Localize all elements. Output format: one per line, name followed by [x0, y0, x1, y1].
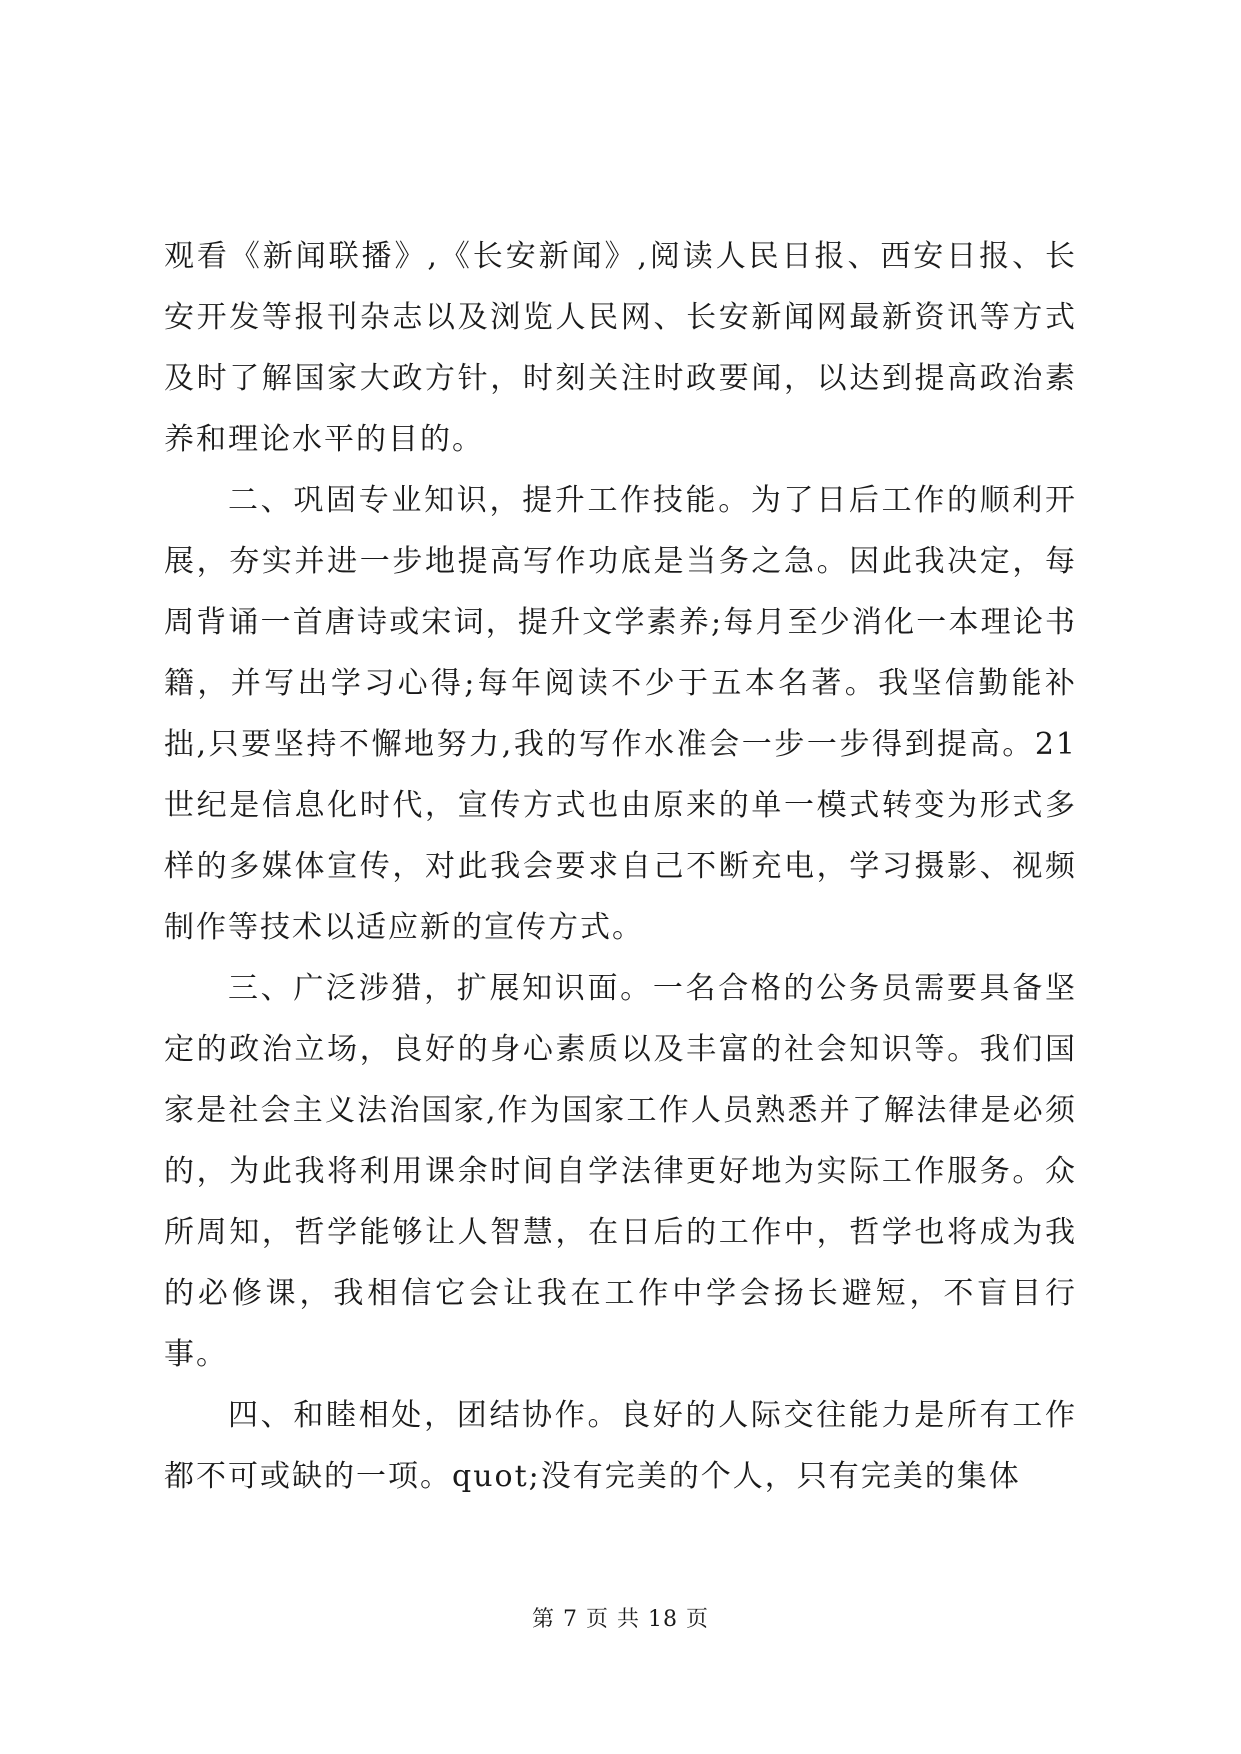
page-number-footer: 第 7 页 共 18 页 — [532, 1607, 709, 1632]
paragraph-3: 三、广泛涉猎，扩展知识面。一名合格的公务员需要具备坚定的政治立场，良好的身心素质以及丰富的社会知识等。我们国家是社会主义法治国家,作为国家工作人员熟悉并了解法律是必须的，为此我将利用课余时间自学法律更好地为实际工作服务。众所周知，哲学能够让人智慧，在日后的工作中，哲学也将成为我的必修课，我相信它会让我在工作中学会扬长避短，不盲目行事。 — [164, 971, 1077, 1372]
paragraph-1: 观看《新闻联播》,《长安新闻》,阅读人民日报、西安日报、长安开发等报刊杂志以及浏览人民网、长安新闻网最新资讯等方式及时了解国家大政方针，时刻关注时政要闻，以达到提高政治素养和理论水平的目的。 — [164, 239, 1077, 457]
paragraph-4: 四、和睦相处，团结协作。良好的人际交往能力是所有工作都不可或缺的一项。quot;没有完美的个人，只有完美的集体 — [164, 1398, 1077, 1494]
document-body — [164, 226, 1077, 1507]
paragraph-2: 二、巩固专业知识，提升工作技能。为了日后工作的顺利开展，夯实并进一步地提高写作功底是当务之急。因此我决定，每周背诵一首唐诗或宋词，提升文学素养;每月至少消化一本理论书籍，并写出学习心得;每年阅读不少于五本名著。我坚信勤能补拙,只要坚持不懈地努力,我的写作水准会一步一步得到提高。21 世纪是信息化时代，宣传方式也由原来的单一模式转变为形式多样的多媒体宣传，对此我会要求自己不断充电，学习摄影、视频制作等技术以适应新的宣传方式。 — [164, 483, 1077, 945]
